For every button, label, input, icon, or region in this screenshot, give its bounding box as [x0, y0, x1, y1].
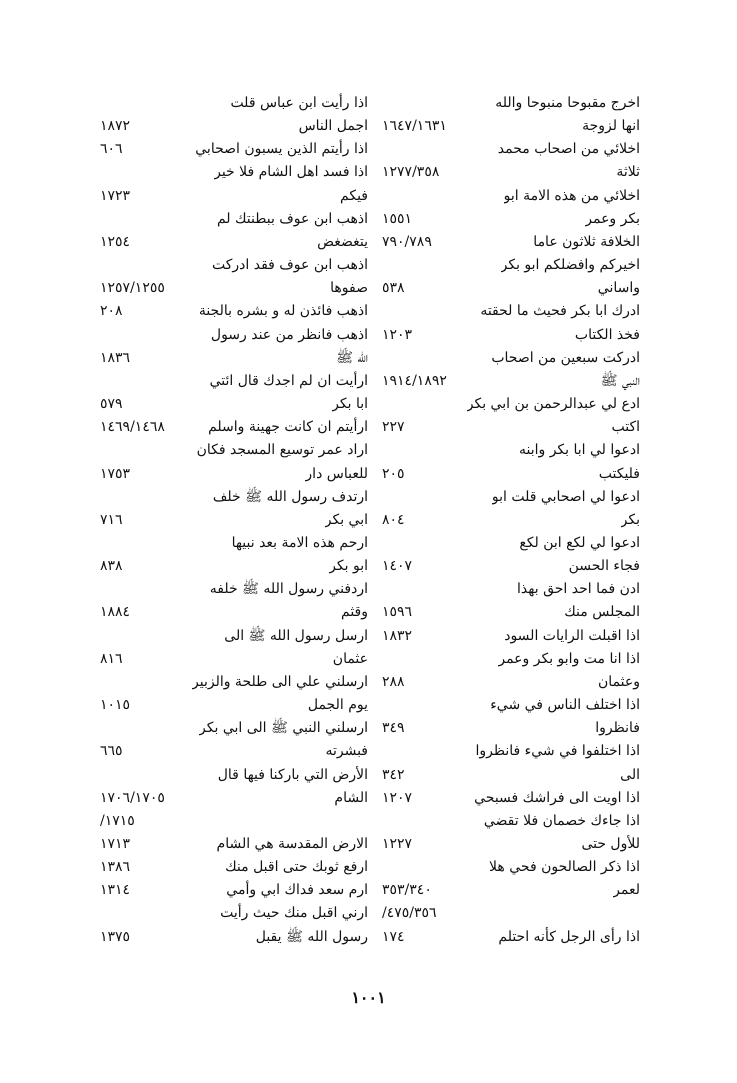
- entry-text: ارحم هذه الامة بعد نبيها: [231, 534, 368, 551]
- entry-reference-number: ٢٢٧: [382, 419, 405, 436]
- entry-text: لعمر: [613, 882, 640, 899]
- entry-text: ادع لي عبدالرحمن بن ابي بكر: [466, 396, 640, 413]
- entry-text: الشام: [334, 789, 368, 806]
- entry-reference-number: ١٧٢٣: [100, 187, 131, 204]
- entry-reference-number: ٨٠٤: [382, 511, 405, 528]
- index-entry: [100, 578, 368, 601]
- page-number: ١٠٠١: [351, 988, 386, 1007]
- index-entry: [100, 856, 368, 879]
- index-entry: [100, 532, 368, 555]
- entry-text: اذهب ابن عوف ببطنتك لم: [216, 210, 368, 227]
- entry-reference-number: ١٧٠٦/١٧٠٥: [100, 789, 165, 806]
- index-entry: [382, 509, 640, 532]
- index-entry: [100, 833, 368, 856]
- index-entry: [100, 393, 368, 416]
- entry-reference-number: ١٧١٣: [100, 836, 131, 852]
- index-entry: [382, 393, 640, 416]
- entry-reference-number: ٧٩٠/٧٨٩: [382, 233, 432, 250]
- entry-text: اخرج مقبوحا منبوحا والله: [495, 95, 640, 111]
- entry-text: اذا ذكر الصالحون فحي هلا: [489, 859, 640, 876]
- index-entry: [382, 161, 640, 184]
- index-entry: [100, 92, 368, 115]
- entry-text: ارأيت ان لم اجدك قال ائتي: [209, 372, 368, 389]
- entry-reference-number: ١٢٧٧/٣٥٨: [382, 164, 440, 181]
- entry-text: للأول حتى: [581, 836, 640, 852]
- index-entry: [382, 879, 640, 902]
- entry-text: اجمل الناس: [298, 118, 368, 135]
- entry-reference-number: ١٨٣٢: [382, 627, 413, 644]
- index-entry: [382, 138, 640, 161]
- index-entry: [382, 787, 640, 810]
- entry-reference-number: ٣٥٣/٣٤٠: [382, 882, 432, 899]
- entry-text: اكتب: [611, 419, 640, 436]
- entry-text: الى: [620, 766, 640, 783]
- index-entry: [382, 740, 640, 763]
- entry-reference-number: ١٨٧٢: [100, 118, 131, 135]
- entry-text: ادركت سبعين من اصحاب: [491, 349, 640, 366]
- entry-text: اذهب ابن عوف فقد ادركت: [211, 257, 368, 274]
- index-entry: [382, 532, 640, 555]
- entry-text: فخذ الكتاب: [574, 326, 640, 343]
- index-entry: [382, 810, 640, 833]
- index-entry: [100, 486, 368, 509]
- entry-reference-number: ١٤٦٩/١٤٦٨: [100, 419, 165, 436]
- index-entry: [100, 717, 368, 740]
- entry-text: النبي ﷺ: [600, 372, 640, 389]
- index-entry: [382, 717, 640, 740]
- entry-reference-number: ١٢٠٣: [382, 326, 413, 343]
- index-entry: [100, 254, 368, 277]
- index-entry: [382, 856, 640, 879]
- entry-reference-number: ٥٧٩: [100, 396, 123, 413]
- entry-reference-number: ١٨٨٤: [100, 604, 131, 621]
- entry-reference-number: ١٥٥١: [382, 210, 413, 227]
- index-entry: [382, 370, 640, 393]
- entry-text: اردفني رسول الله ﷺ خلفه: [209, 581, 368, 598]
- index-entry: [382, 902, 640, 925]
- index-entry: [100, 787, 368, 810]
- entry-text: عثمان: [332, 650, 368, 667]
- entry-text: الله ﷺ: [336, 349, 368, 366]
- entry-text: ارأيتم ان كانت جهينة واسلم: [208, 419, 368, 436]
- entry-text: ابي بكر: [324, 511, 368, 528]
- entry-text: اذا فسد اهل الشام فلا خير: [214, 164, 368, 181]
- index-entry: [382, 416, 640, 439]
- entry-text: فليكتب: [598, 465, 640, 482]
- index-entry: [100, 671, 368, 694]
- entry-text: ادن فما احد احق بهذا: [517, 581, 640, 598]
- index-entry: [100, 347, 368, 370]
- entry-reference-number: /٤٧٥/٣٥٦: [382, 905, 437, 922]
- index-entry: [100, 208, 368, 231]
- entry-text: ادعوا لي لكع ابن لكع: [519, 534, 640, 551]
- entry-text: انها لزوجة: [582, 118, 640, 135]
- entry-text: وعثمان: [598, 673, 640, 690]
- entry-reference-number: ٨٣٨: [100, 558, 123, 575]
- entry-reference-number: ٢٠٨: [100, 303, 123, 320]
- entry-text: فجاء الحسن: [568, 558, 640, 575]
- index-entry: [100, 926, 368, 949]
- index-entry: [100, 439, 368, 462]
- index-entry: [382, 764, 640, 787]
- entry-reference-number: ١٦٤٧/١٦٣١: [382, 118, 447, 135]
- entry-text: صفوها: [330, 280, 368, 297]
- entry-reference-number: ١٢٥٤: [100, 233, 131, 250]
- entry-text: ابا بكر: [332, 396, 368, 413]
- entry-text: ارفع ثوبك حتى اقبل منك: [225, 859, 368, 876]
- entry-reference-number: ٣٤٩: [382, 720, 405, 737]
- entry-text: اذا اختلف الناس في شيء: [490, 697, 640, 714]
- index-entry: [100, 740, 368, 763]
- index-entry: [382, 578, 640, 601]
- index-entry: [382, 300, 640, 323]
- index-entry: [100, 810, 368, 833]
- entry-reference-number: ١٧٤: [382, 928, 405, 945]
- index-entry: [382, 231, 640, 254]
- entry-reference-number: ١٢٠٧: [382, 789, 413, 806]
- index-entry: [100, 115, 368, 138]
- entry-reference-number: ١٠١٥: [100, 697, 131, 714]
- entry-text: فيكم: [340, 187, 368, 204]
- entry-text: يوم الجمل: [307, 697, 368, 714]
- entry-text: اذا اقبلت الرايات السود: [504, 627, 640, 644]
- index-entry: [100, 648, 368, 671]
- entry-text: ادرك ابا بكر فحيث ما لحقته: [480, 303, 640, 320]
- index-entry: [382, 185, 640, 208]
- index-entry: [382, 347, 640, 370]
- entry-text: اذهب فانظر من عند رسول: [210, 326, 368, 343]
- entry-text: اخلائي من اصحاب محمد: [497, 141, 640, 158]
- entry-text: ارسلني علي الى طلحة والزبير: [192, 673, 368, 690]
- entry-reference-number: ٢٨٨: [382, 673, 405, 690]
- index-entry: [100, 902, 368, 925]
- index-entry: [100, 185, 368, 208]
- entry-reference-number: ١٤٠٧: [382, 558, 413, 575]
- entry-text: اخيركم وافضلكم ابو بكر: [500, 257, 640, 274]
- entry-reference-number: ٧١٦: [100, 511, 123, 528]
- index-entry: [100, 138, 368, 161]
- index-entry: [382, 555, 640, 578]
- index-entry: [100, 601, 368, 624]
- entry-text: اذا رأى الرجل كأنه احتلم: [498, 928, 640, 945]
- entry-text: المجلس منك: [564, 604, 640, 621]
- entry-text: فانظروا: [595, 720, 640, 737]
- index-entry: [100, 370, 368, 393]
- index-entry: [100, 509, 368, 532]
- entry-reference-number: ٦٠٦: [100, 141, 123, 158]
- entry-text: واساني: [597, 280, 640, 297]
- entry-text: رسول الله ﷺ يقبل: [255, 928, 368, 945]
- index-entry: [100, 879, 368, 902]
- entry-text: اراد عمر توسيع المسجد فكان: [196, 442, 368, 459]
- entry-text: اذا انا مت وابو بكر وعمر: [498, 650, 640, 667]
- index-entry: [100, 231, 368, 254]
- entry-text: ارم سعد فداك ابي وأمي: [226, 882, 368, 899]
- index-entry: [382, 115, 640, 138]
- index-column-right: [382, 92, 640, 972]
- entry-text: فبشرته: [325, 743, 368, 760]
- index-entry: [100, 694, 368, 717]
- index-entry: [382, 694, 640, 717]
- entry-text: ارسلني النبي ﷺ الى ابي بكر: [199, 720, 368, 737]
- index-entry: [382, 926, 640, 949]
- entry-reference-number: /١٧١٥: [100, 812, 135, 829]
- entry-text: الارض المقدسة هي الشام: [216, 836, 368, 852]
- entry-reference-number: ٦٦٥: [100, 743, 123, 760]
- entry-text: ثلاثة: [616, 164, 640, 181]
- index-entry: [382, 324, 640, 347]
- index-entry: [382, 648, 640, 671]
- index-entry: [100, 625, 368, 648]
- entry-reference-number: ١٥٩٦: [382, 604, 413, 621]
- index-entry: [382, 671, 640, 694]
- entry-text: الخلافة ثلاثون عاما: [533, 233, 640, 250]
- entry-text: اذا اختلفوا في شيء فانظروا: [475, 743, 640, 760]
- index-entry: [100, 300, 368, 323]
- entry-reference-number: ٨١٦: [100, 650, 123, 667]
- entry-reference-number: ٣٤٢: [382, 766, 405, 783]
- entry-reference-number: ١٣٧٥: [100, 928, 131, 945]
- entry-text: الأرض التي باركنا فيها قال: [217, 766, 368, 783]
- entry-text: ارني اقبل منك حيث رأيت: [220, 905, 368, 922]
- index-entry: [382, 601, 640, 624]
- index-entry: [100, 416, 368, 439]
- entry-text: ارتدف رسول الله ﷺ خلف: [212, 488, 368, 505]
- entry-reference-number: ١٢٢٧: [382, 836, 413, 852]
- entry-text: بكر وعمر: [585, 210, 640, 227]
- index-entry: [382, 463, 640, 486]
- index-entry: [382, 486, 640, 509]
- index-entry: [100, 463, 368, 486]
- entry-reference-number: ١٧٥٣: [100, 465, 131, 482]
- entry-text: ارسل رسول الله ﷺ الى: [224, 627, 368, 644]
- entry-text: اذا رأيت ابن عباس قلت: [230, 95, 368, 111]
- entry-text: ادعوا لي ابا بكر وابنه: [518, 442, 640, 459]
- index-entry: [100, 324, 368, 347]
- entry-text: يتغضغض: [317, 233, 368, 250]
- index-entry: [382, 833, 640, 856]
- index-entry: [100, 277, 368, 300]
- entry-text: وقثم: [341, 604, 368, 621]
- index-entry: [100, 764, 368, 787]
- entry-text: بكر: [620, 511, 640, 528]
- index-entry: [382, 439, 640, 462]
- index-entry: [382, 208, 640, 231]
- entry-reference-number: ٢٠٥: [382, 465, 405, 482]
- entry-text: ادعوا لي اصحابي قلت ابو: [491, 488, 640, 505]
- entry-reference-number: ١٢٥٧/١٢٥٥: [100, 280, 165, 297]
- entry-text: للعباس دار: [305, 465, 368, 482]
- entry-reference-number: ١٣١٤: [100, 882, 131, 899]
- entry-reference-number: ١٣٨٦: [100, 859, 131, 876]
- index-entry: [382, 625, 640, 648]
- index-entry: [382, 254, 640, 277]
- entry-reference-number: ١٩١٤/١٨٩٢: [382, 372, 447, 389]
- entry-text: اذا جاءك خصمان فلا تقضي: [483, 812, 640, 829]
- entry-text: اذهب فائذن له و بشره بالجنة: [198, 303, 368, 320]
- entry-text: اذا اويت الى فراشك فسبحي: [474, 789, 640, 806]
- entry-text: اخلائي من هذه الامة ابو: [503, 187, 640, 204]
- index-entry: [382, 92, 640, 115]
- index-column-left: [100, 92, 368, 972]
- entry-reference-number: ٥٣٨: [382, 280, 405, 297]
- index-entry: [100, 161, 368, 184]
- entry-text: ابو بكر: [329, 558, 368, 575]
- index-entry: [382, 277, 640, 300]
- entry-reference-number: ١٨٣٦: [100, 349, 131, 366]
- entry-text: اذا رأيتم الذين يسبون اصحابي: [195, 141, 368, 158]
- index-entry: [100, 555, 368, 578]
